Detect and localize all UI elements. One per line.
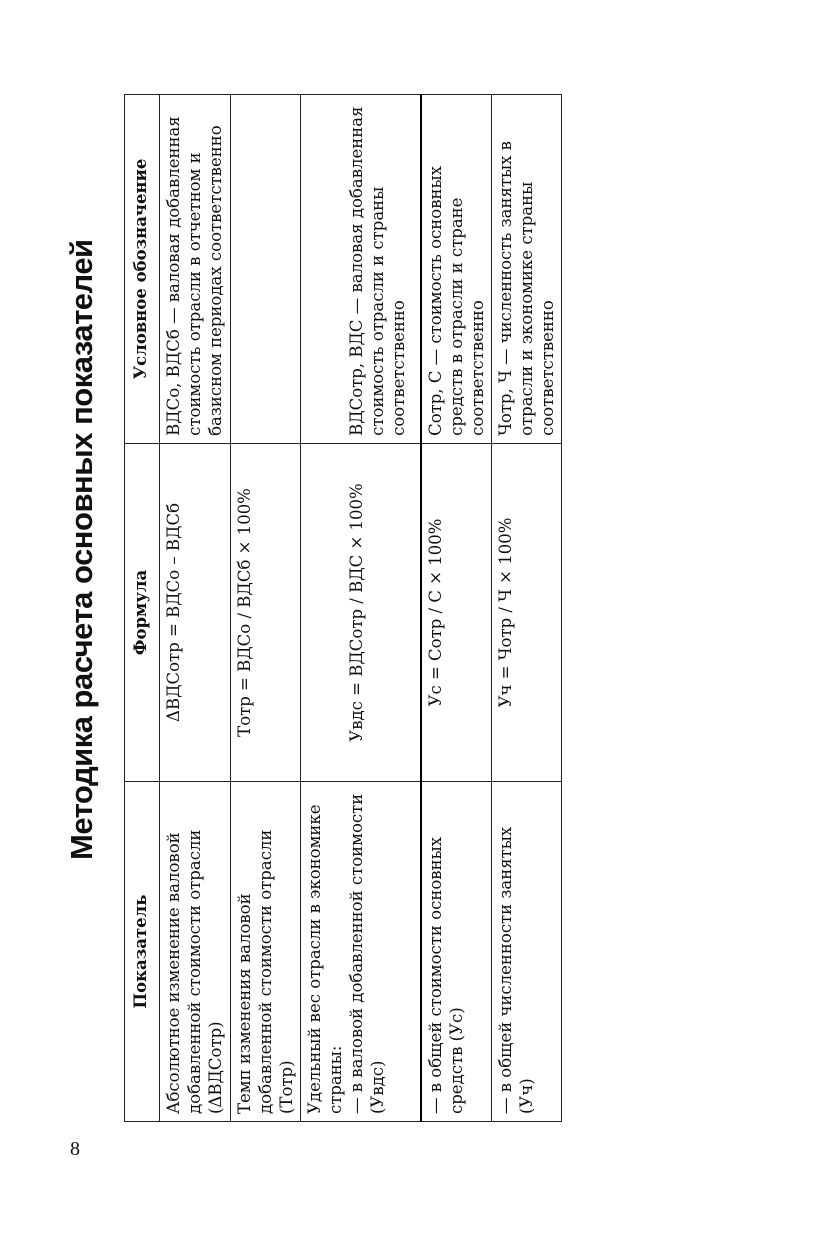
notation-text: ВДСотр, ВДС — валовая добавленная стоимость отрасли и страны соответственно <box>347 106 408 436</box>
table-row <box>160 95 231 1122</box>
indicator-text: — в валовой добавленной стоимости (Увдс) <box>347 793 387 1114</box>
formula-cell: Ус = Сотр / С × 100% <box>421 443 492 781</box>
notation-cell: Чотр, Ч — численность занятых в отрасли и экономике страны соответственно <box>492 95 562 444</box>
indicator-cell: Абсолютное изменение валовой добавленной стоимости отрасли (ΔВДСотр) <box>160 782 231 1122</box>
formula-cell <box>301 443 422 781</box>
indicator-heading: Удельный вес отрасли в экономике страны: <box>305 804 345 1114</box>
formula-cell: Уч = Чотр / Ч × 100% <box>492 443 562 781</box>
page-title: Методика расчета основных показателей <box>64 239 99 860</box>
indicator-cell <box>301 782 422 1122</box>
header-notation: Условное обозначение <box>125 95 160 444</box>
table-row <box>421 95 492 1122</box>
formula-cell: Тотр = ВДСо / ВДСб × 100% <box>231 443 301 781</box>
table-row <box>231 95 301 1122</box>
table-row <box>301 95 422 1122</box>
table-row <box>492 95 562 1122</box>
notation-cell <box>231 95 301 444</box>
notation-cell: ВДСо, ВДСб — валовая добавленная стоимость отрасли в отчетном и базисном периодах соответственно <box>160 95 231 444</box>
notation-cell <box>301 95 422 444</box>
rotated-content <box>62 92 828 1122</box>
indicator-cell: — в общей численности занятых (Уч) <box>492 782 562 1122</box>
header-formula: Формула <box>125 443 160 781</box>
formula-cell: ΔВДСотр = ВДСо – ВДСб <box>160 443 231 781</box>
indicators-table <box>124 94 562 1122</box>
indicator-cell: Темп изменения валовой добавленной стоимости отрасли (Тотр) <box>231 782 301 1122</box>
indicator-cell: — в общей стоимости основных средств (Ус) <box>421 782 492 1122</box>
notation-cell: Сотр, С — стоимость основных средств в отрасли и стране соответственно <box>421 95 492 444</box>
formula-text: Увдс = ВДСотр / ВДС × 100% <box>347 483 366 742</box>
page-number: 8 <box>70 1138 80 1160</box>
table-header-row <box>125 95 160 1122</box>
header-indicator: Показатель <box>125 782 160 1122</box>
